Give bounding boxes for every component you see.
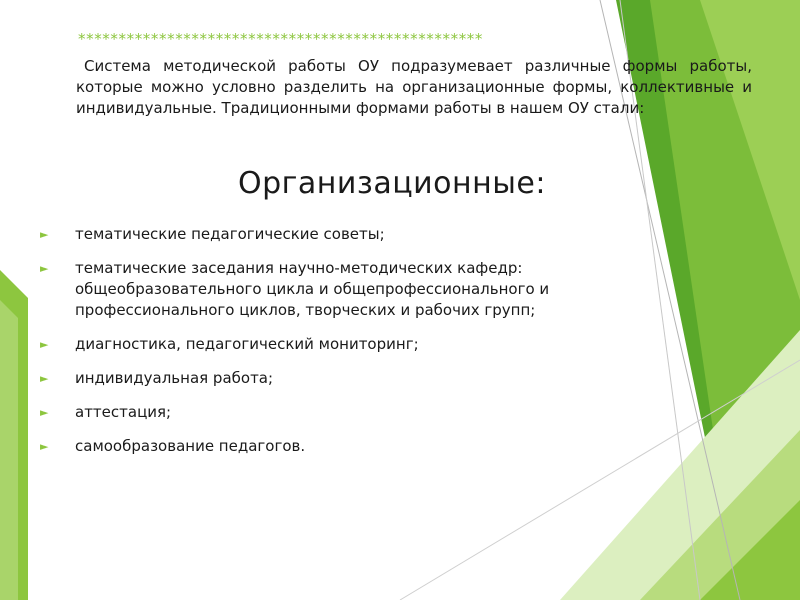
list-item [40,224,660,245]
arrow-bullet-icon: ► [40,372,49,385]
decorative-stars: ************************************************** [78,30,483,48]
arrow-bullet-icon: ► [40,440,49,453]
arrow-bullet-icon: ► [40,406,49,419]
list-item-text: индивидуальная работа; [75,369,274,387]
forms-list [40,224,660,470]
list-item [40,258,660,321]
arrow-bullet-icon: ► [40,228,49,241]
intro-paragraph: Система методической работы ОУ подразумевает различные формы работы, которые можно условно разделить на организационные формы, коллективные и индивидуальные. Традиционными формами работы в нашем ОУ стали: [76,57,752,117]
list-item-text: диагностика, педагогический мониторинг; [75,335,419,353]
list-item-text: самообразование педагогов. [75,437,306,455]
section-heading: Организационные: [238,166,546,201]
list-item-text: аттестация; [75,403,172,421]
arrow-bullet-icon: ► [40,262,49,275]
list-item [40,436,660,457]
list-item-text: тематические педагогические советы; [75,225,385,243]
list-item [40,402,660,423]
list-item-text: тематические заседания научно-методических кафедр: общеобразовательного цикла и общепрофессионального и профессионального циклов, творческих и рабочих групп; [75,259,550,319]
list-item [40,368,660,389]
list-item [40,334,660,355]
arrow-bullet-icon: ► [40,338,49,351]
